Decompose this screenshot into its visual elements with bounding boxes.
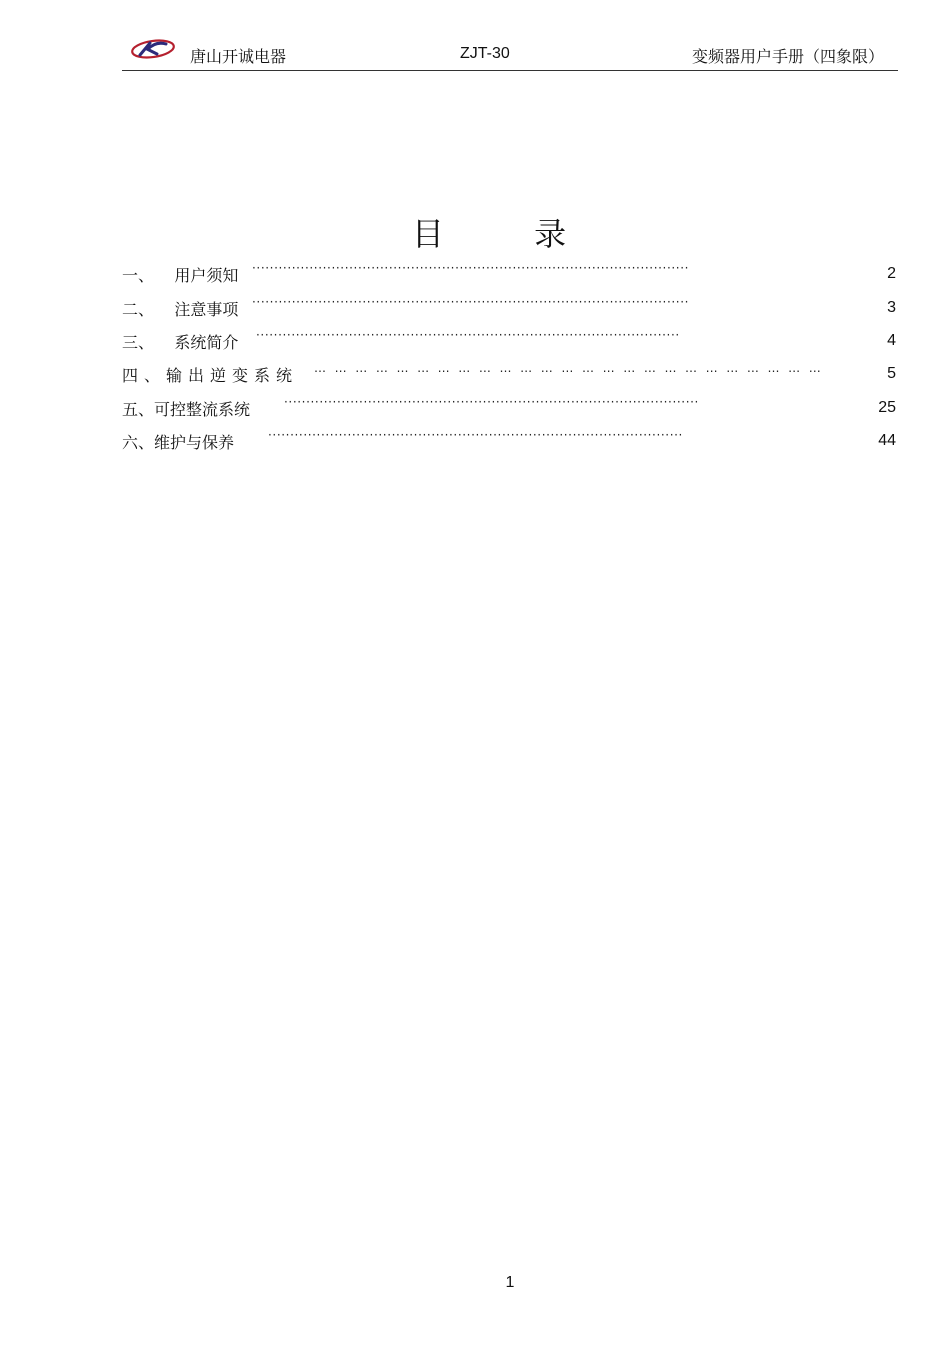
toc-entry-label: 六、维护与保养	[122, 433, 235, 452]
kc-logo-icon	[130, 38, 176, 60]
toc-entry-page: 3	[887, 299, 896, 316]
toc-entry-page: 4	[887, 332, 896, 349]
toc-entry-leader: ···································································································	[252, 295, 690, 309]
toc-entry-label: 四、输出逆变系统	[122, 366, 299, 385]
toc-title: 目 录	[411, 215, 607, 253]
toc-entry-label: 一、 用户须知	[122, 266, 239, 285]
toc-entry-leader: ······························································································	[268, 428, 683, 442]
toc-entry[interactable]	[122, 397, 898, 421]
toc-entry-leader: … … … … … … … … … … … … … … … … … … … … … … … … …	[314, 361, 824, 375]
model-code: ZJT-30	[460, 45, 510, 62]
toc-entry-label: 二、 注意事项	[122, 300, 239, 319]
toc-entry-page: 44	[878, 432, 896, 449]
toc-entry-label: 五、可控整流系统	[122, 400, 251, 419]
toc-entry[interactable]	[122, 297, 898, 321]
page-number: 1	[505, 1274, 515, 1291]
toc-entry-leader: ······························································································	[284, 395, 699, 409]
manual-title: 变频器用户手册（四象限）	[691, 47, 884, 66]
toc-entry[interactable]	[122, 363, 898, 387]
toc-entry[interactable]	[122, 430, 898, 454]
toc-entry-page: 2	[887, 265, 896, 282]
toc-entry[interactable]	[122, 330, 898, 354]
company-name: 唐山开诚电器	[190, 47, 287, 66]
toc-entry-leader: ···································································································	[252, 261, 690, 275]
toc-entry-leader: ································································································	[256, 328, 680, 342]
toc-entry-page: 5	[887, 365, 896, 382]
toc-entry-label: 三、 系统简介	[122, 333, 239, 352]
page-header	[122, 38, 898, 71]
toc-entry-page: 25	[878, 399, 896, 416]
toc-entry[interactable]	[122, 263, 898, 287]
